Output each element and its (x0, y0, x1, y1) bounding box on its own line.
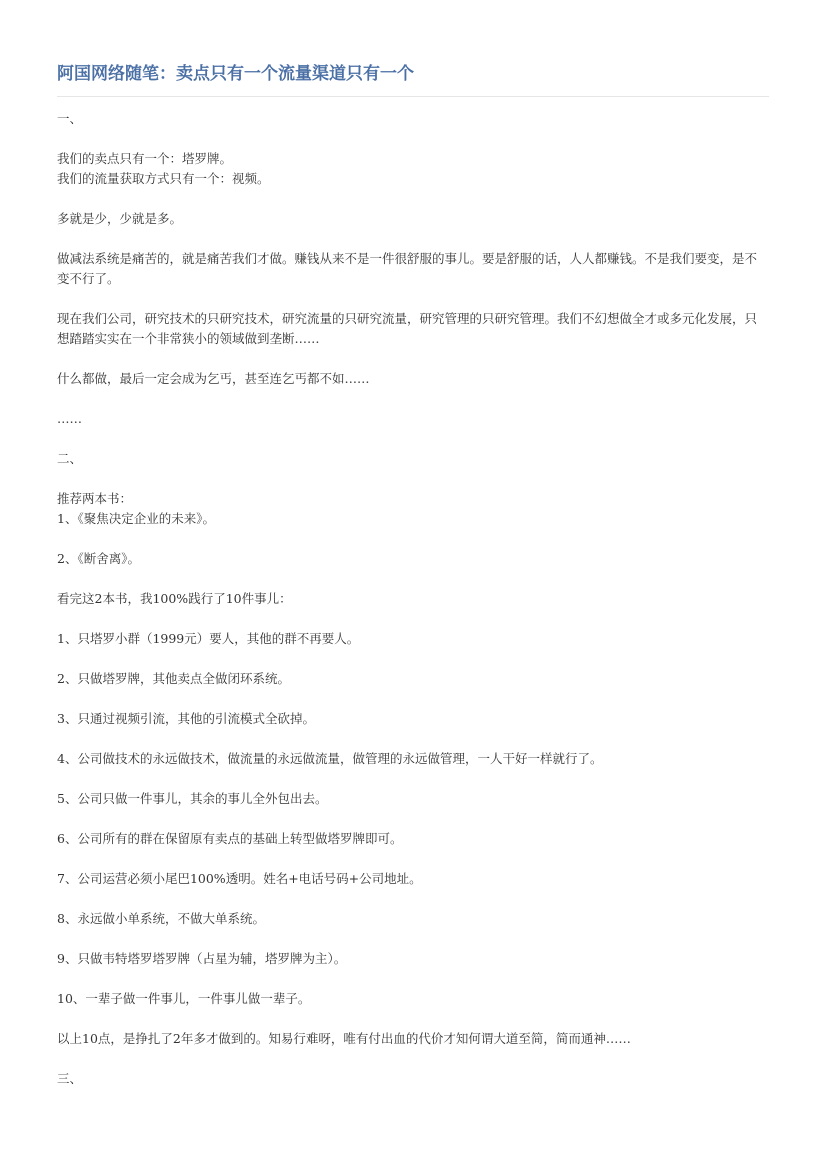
paragraph: 现在我们公司，研究技术的只研究技术，研究流量的只研究流量，研究管理的只研究管理。我们不幻想做全才或多元化发展，只想踏踏实实在一个非常狭小的领域做到垄断…… (57, 311, 758, 346)
list-item: 5、公司只做一件事儿，其余的事儿全外包出去。 (57, 791, 328, 806)
article-title: 阿国网络随笔：卖点只有一个流量渠道只有一个 (57, 60, 769, 97)
list-item: 3、只通过视频引流，其他的引流模式全砍掉。 (57, 711, 315, 726)
paragraph: 什么都做，最后一定会成为乞丐，甚至连乞丐都不如…… (57, 371, 370, 386)
list-item: 2、只做塔罗牌，其他卖点全做闭环系统。 (57, 671, 290, 686)
list-item: 10、一辈子做一件事儿，一件事儿做一辈子。 (57, 991, 311, 1006)
list-item: 9、只做韦特塔罗塔罗牌（占星为辅，塔罗牌为主）。 (57, 951, 347, 966)
paragraph: 做减法系统是痛苦的，就是痛苦我们才做。赚钱从来不是一件很舒服的事儿。要是舒服的话，人人都赚钱。不是我们要变，是不变不行了。 (57, 251, 758, 286)
list-item: 4、公司做技术的永远做技术，做流量的永远做流量，做管理的永远做管理，一人干好一样就行了。 (57, 751, 603, 766)
paragraph: 我们的卖点只有一个：塔罗牌。 (57, 151, 233, 166)
paragraph: 我们的流量获取方式只有一个：视频。 (57, 171, 270, 186)
list-item: 8、永远做小单系统，不做大单系统。 (57, 911, 265, 926)
practice-intro: 看完这2本书，我100%践行了10件事儿： (57, 591, 292, 606)
section-one-heading: 一、 (57, 111, 83, 126)
books-intro: 推荐两本书： (57, 491, 133, 506)
list-item: 6、公司所有的群在保留原有卖点的基础上转型做塔罗牌即可。 (57, 831, 403, 846)
list-item: 7、公司运营必须小尾巴100%透明。姓名+电话号码+公司地址。 (57, 871, 422, 886)
paragraph: 多就是少，少就是多。 (57, 211, 183, 226)
summary-paragraph: 以上10点，是挣扎了2年多才做到的。知易行难呀，唯有付出血的代价才知何谓大道至简，简而通神…… (57, 1031, 631, 1046)
section-three-heading: 三、 (57, 1071, 83, 1086)
book-item: 2、《断舍离》。 (57, 551, 140, 566)
book-item: 1、《聚焦决定企业的未来》。 (57, 511, 215, 526)
section-two-heading: 二、 (57, 451, 83, 466)
article (57, 60, 769, 1109)
article-body (57, 109, 769, 1089)
paragraph: …… (57, 411, 82, 426)
list-item: 1、只塔罗小群（1999元）要人，其他的群不再要人。 (57, 631, 360, 646)
